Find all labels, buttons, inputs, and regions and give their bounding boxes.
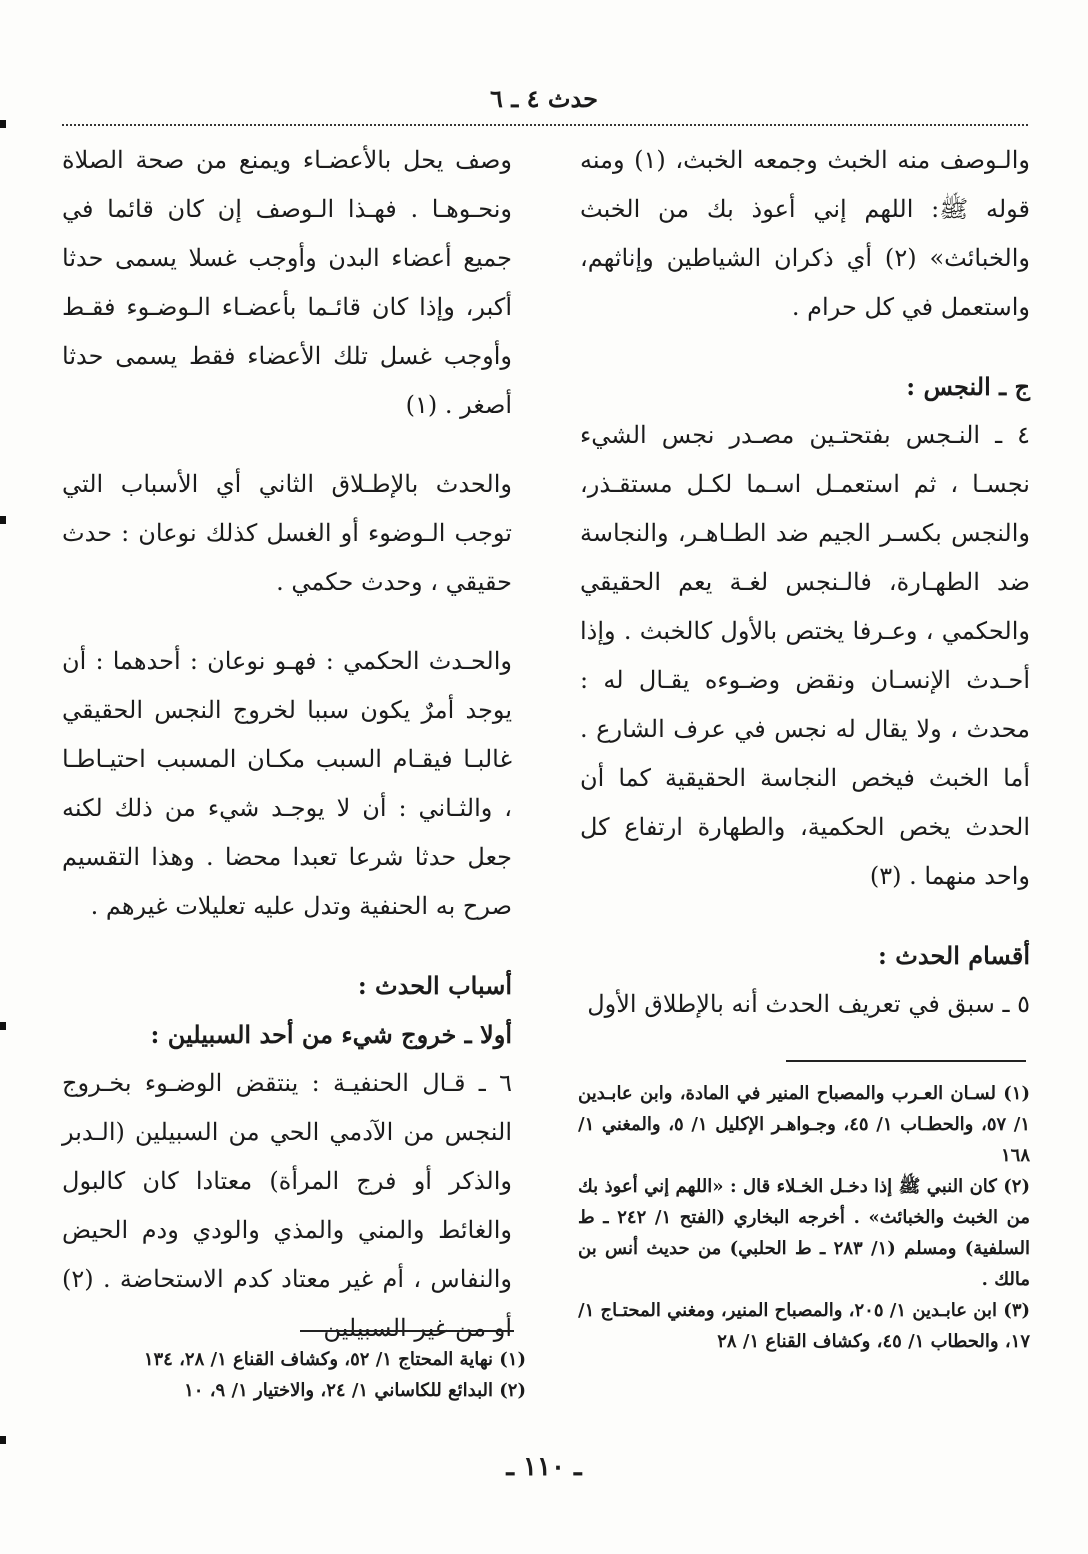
- paragraph-hadath-types-intro: ٥ ـ سبق في تعريف الحدث أنه بالإطلاق الأول: [587, 990, 1030, 1018]
- paragraph-khabath-definition: والـوصف منه الخبث وجمعه الخبث، (١) ومنه قوله ﷺ: اللهم إني أعوذ بك من الخبث والخبائث» (٢) أي ذكران الشياطين وإناثهم، واستعمل في كل حرام .: [580, 146, 1031, 321]
- scan-margin-mark: [0, 120, 6, 128]
- scan-margin-mark: [0, 1436, 6, 1444]
- left-column: [62, 136, 512, 1353]
- paragraph-second-meaning: والحدث بالإطـلاق الثاني أي الأسباب التي توجب الـوضوء أو الغسل كذلك نوعان : حدث حقيقي ، وحدث حكمي .: [62, 470, 512, 596]
- footnote-right-1: (١) لسـان العـرب والمصباح المنير في المادة، وابن عابـدين ١/ ٥٧، والحطـاب ١/ ٤٥، وجـواهـر الإكليل ١/ ٥، والمغني ١/ ١٦٨: [578, 1083, 1031, 1166]
- page-number: ـ ١١٠ ـ: [506, 1452, 582, 1482]
- header-dotted-rule: [62, 124, 1028, 126]
- footnotes-left: [62, 1344, 526, 1406]
- section-heading-hadath-causes: أسباب الحدث :: [357, 971, 512, 1000]
- footnote-separator-left: [300, 1330, 514, 1332]
- paragraph-hukmi-hadath: والحـدث الحكمي : فهـو نوعان : أحدهما : أن يوجد أمرٌ يكون سببا لخروج النجس الحقيقي غالبـا فيقـام السبب مكـان المسبب احتيـاطـا ، والثـاني : أن لا يوجـد شيء من ذلك لكنه جعل حدثا شرعا تعبدا محضا . وهذا التقسيم صرح به الحنفية وتدل عليه تعليلات غيرهم .: [62, 647, 512, 920]
- footnote-right-2: (٢) كان النبي ﷺ إذا دخـل الخـلاء قال : «اللهم إني أعوذ بك من الخبث والخبائث» . أخرجه البخاري (الفتح ١/ ٢٤٢ ـ ط السلفية) ومسلم (١/ ٢٨٣ ـ ط الحلبي) من حديث أنس بن مالك .: [578, 1176, 1031, 1290]
- section-heading-najas: ج ـ النجس :: [906, 372, 1030, 401]
- footnote-separator-right: [786, 1060, 1026, 1062]
- subheading-two-passages: أولا ـ خروج شيء من أحد السبيلين :: [150, 1020, 512, 1049]
- paragraph-najas-definition: ٤ ـ النـجس بفتحتـين مصـدر نجس الشيء نجسـا ، ثم استعمـل اسـما لكـل مستقـذر، والنجس بكسـر الجيم ضد الطـاهـر، والنجاسة ضد الطهـارة، فالـنجس لغـة يعم الحقيقي والحكمي ، وعـرفا يختص بالأول كالخبث . وإذا أحـدث الإنسـان ونقض وضـوءه يقـال له : محدث ، ولا يقال له نجس في عرف الشارع . أما الخبث فيخص النجاسة الحقيقية كما أن الحدث يخص الحكمية، والطهارة ارتفاع كل واحد منهما . (٣): [580, 421, 1030, 890]
- paragraph-hanafi-view: ٦ ـ قـال الحنفيـة : ينتقض الوضـوء بخـروج النجس من الآدمي الحي من السبيلين (الـدبر والذكر أو فرج المرأة) معتادا كان كالبول والغائط والمني والمذي والودي ودم الحيض والنفاس ، أم غير معتاد كدم الاستحاضة . (٢) أو من غير السبيلين: [62, 1069, 512, 1342]
- scan-margin-mark: [0, 1022, 6, 1030]
- paragraph-hadath-description: وصف يحل بالأعضـاء ويمنع من صحة الصلاة ونحـوهـا . فهـذا الـوصف إن كان قائما في جميع أعضاء البدن وأوجب غسلا يسمى حدثا أكبر، وإذا كان قائـما بأعضـاء الـوضـوء فقـط وأوجب غسل تلك الأعضاء فقط يسمى حدثا أصغر . (١): [62, 146, 512, 419]
- footnotes-right: [578, 1078, 1030, 1357]
- running-header: حدث ٤ ـ ٦: [490, 84, 598, 113]
- right-column: [580, 136, 1030, 1029]
- footnote-right-3: (٣) ابن عابـدين ١/ ٢٠٥، والمصباح المنير، ومغني المحتـاج ١/ ١٧، والحطاب ١/ ٤٥، وكشاف القناع ١/ ٢٨: [578, 1300, 1031, 1352]
- section-heading-hadath-types: أقسام الحدث :: [878, 941, 1030, 970]
- footnote-left-2: (٢) البدائع للكاساني ١/ ٢٤، والاختيار ١/ ٩، ١٠: [184, 1380, 526, 1401]
- footnote-left-1: (١) نهاية المحتاج ١/ ٥٢، وكشاف القناع ١/ ٢٨، ١٣٤: [143, 1349, 526, 1370]
- scan-margin-mark: [0, 516, 6, 524]
